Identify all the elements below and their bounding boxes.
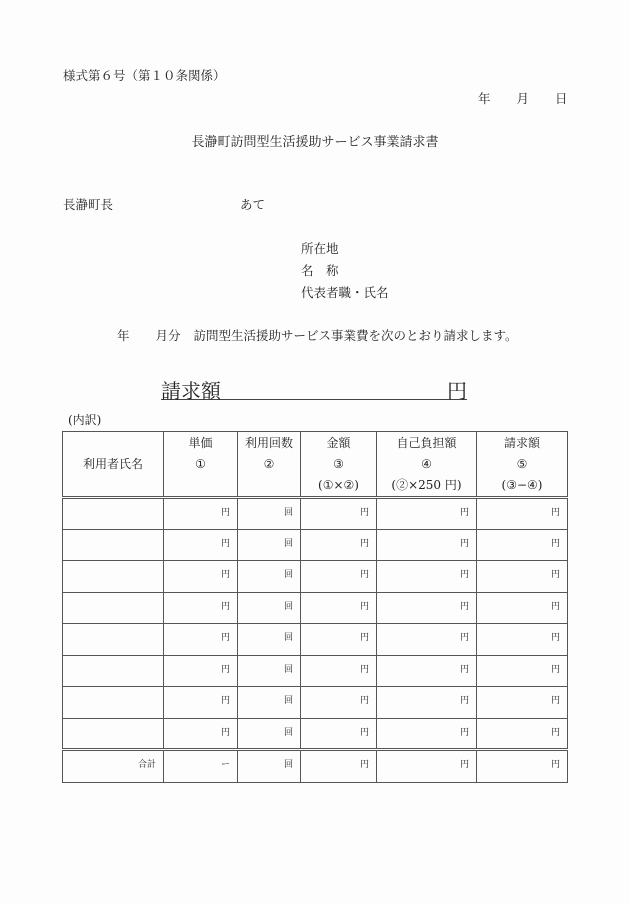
amount-cell[interactable] [477,687,568,719]
statement-month: 月分 [155,328,181,343]
amount-cell[interactable] [164,718,238,750]
unit-label: 回 [283,727,293,738]
amount-cell[interactable] [164,592,238,624]
unit-label: 円 [459,664,469,675]
user-name-cell[interactable] [63,561,164,593]
claim-label: 請求額 [161,379,221,403]
amount-cell[interactable] [238,498,301,530]
column-header-line: 自己負担額 [396,436,457,450]
amount-cell[interactable] [164,529,238,561]
unit-label: 回 [283,664,293,675]
date-year: 年 [478,91,491,106]
column-header-line: ⑤ [516,457,528,471]
date-month: 月 [516,91,530,106]
amount-cell[interactable] [164,561,238,593]
column-header-line: ① [195,457,206,471]
unit-label: 回 [283,570,293,580]
amount-cell[interactable] [477,561,568,593]
amount-cell[interactable] [377,718,477,750]
claim-amount-line [161,375,467,403]
applicant-block [301,238,389,304]
user-name-cell[interactable] [63,687,164,719]
unit-label: 円 [359,570,369,580]
unit-label: 円 [220,601,230,612]
user-name-cell[interactable] [63,624,164,656]
unit-label: 円 [359,508,369,518]
table-row [63,498,568,530]
unit-label: 円 [220,664,230,675]
column-header-line: (①×②) [318,478,359,492]
amount-cell[interactable] [477,592,568,624]
amount-cell[interactable] [301,561,377,593]
unit-label: 円 [459,633,469,643]
table-row [63,561,568,593]
amount-cell[interactable] [377,529,477,561]
unit-label: 円 [459,601,469,612]
amount-cell[interactable] [301,592,377,624]
total-unit-price-dash [164,750,238,783]
column-header-line: ③ [333,457,344,471]
unit-label: 円 [359,601,369,612]
column-header-line: (③−④) [501,478,543,492]
unit-label: 円 [550,633,560,643]
unit-label: 円 [220,570,230,580]
unit-label: 円 [459,538,469,549]
amount-cell[interactable] [477,624,568,656]
amount-cell[interactable] [377,687,477,719]
unit-label: 円 [459,727,469,738]
unit-label: 回 [283,633,293,643]
unit-label: 円 [359,538,369,549]
unit-label: 円 [359,664,369,675]
amount-cell[interactable] [301,718,377,750]
amount-cell[interactable] [477,498,568,530]
amount-cell[interactable] [377,655,477,687]
amount-cell[interactable] [377,624,477,656]
dash-mark: ー [220,760,230,770]
table-header-row [63,432,568,498]
column-header [377,432,477,498]
total-row [63,750,568,783]
column-header [63,432,164,498]
amount-cell[interactable] [301,655,377,687]
unit-label: 円 [359,696,369,706]
unit-label: 円 [550,538,560,549]
representative-label: 代表者職・氏名 [301,285,389,300]
amount-cell[interactable] [238,655,301,687]
unit-label: 回 [283,538,293,549]
statement-text: 訪問型生活援助サービス事業費を次のとおり請求します。 [193,328,518,343]
amount-cell[interactable] [164,687,238,719]
date-line [478,89,568,107]
unit-label: 円 [220,633,230,643]
name-label: 名 称 [301,263,339,278]
claim-statement [117,326,518,344]
column-header [301,432,377,498]
user-name-cell[interactable] [63,592,164,624]
column-header-line: ② [263,457,275,471]
amount-cell[interactable] [238,687,301,719]
column-header-line: 利用者氏名 [82,456,143,471]
unit-label: 円 [459,760,469,770]
amount-cell[interactable] [164,498,238,530]
amount-cell[interactable] [477,655,568,687]
user-name-cell[interactable] [63,498,164,530]
column-header-line: 請求額 [503,436,540,450]
unit-label: 回 [283,696,293,706]
total-amount-cell[interactable] [301,750,377,783]
unit-label: 円 [459,508,469,518]
unit-label: 円 [220,508,230,518]
amount-cell[interactable] [301,687,377,719]
form-number: 様式第６号（第１０条関係） [63,68,226,83]
column-header [164,432,238,498]
user-name-cell[interactable] [63,655,164,687]
addressee-name: 長瀞町長 [63,197,114,212]
total-label: 合計 [63,750,164,783]
unit-label: 円 [550,760,560,770]
amount-cell[interactable] [238,529,301,561]
unit-label: 円 [220,538,230,549]
column-header-line: 利用回数 [244,436,293,450]
column-header [477,432,568,498]
amount-cell[interactable] [164,655,238,687]
document-title: 長瀞町訪問型生活援助サービス事業請求書 [191,135,439,150]
unit-label: 円 [550,601,560,612]
column-header-line: ④ [421,457,432,471]
total-amount-cell[interactable] [477,750,568,783]
column-header-line: 金額 [326,436,351,450]
column-header-line: 単価 [188,436,213,450]
amount-cell[interactable] [377,561,477,593]
user-name-cell[interactable] [63,718,164,750]
total-amount-cell[interactable] [238,750,301,783]
unit-label: 円 [550,508,560,518]
unit-label: 円 [220,727,230,738]
amount-cell[interactable] [164,624,238,656]
table-row [63,592,568,624]
table-row [63,687,568,719]
unit-label: 円 [550,570,560,580]
amount-cell[interactable] [301,624,377,656]
breakdown-table [62,431,568,783]
table-row [63,718,568,750]
unit-label: 円 [359,727,369,738]
amount-cell[interactable] [301,529,377,561]
unit-label: 円 [550,664,560,675]
table-row [63,624,568,656]
unit-label: 円 [550,696,560,706]
table-row [63,529,568,561]
amount-cell[interactable] [377,592,477,624]
breakdown-label: (内訳) [68,413,102,427]
amount-cell[interactable] [238,624,301,656]
amount-cell[interactable] [238,561,301,593]
unit-label: 回 [283,601,293,612]
unit-label: 回 [283,760,293,770]
amount-cell[interactable] [477,718,568,750]
amount-cell[interactable] [477,529,568,561]
unit-label: 円 [550,727,560,738]
user-name-cell[interactable] [63,529,164,561]
unit-label: 円 [359,633,369,643]
amount-cell[interactable] [377,498,477,530]
unit-label: 円 [359,760,369,770]
column-header-line: (②×250 円) [391,478,462,492]
table-row [63,655,568,687]
unit-label: 円 [459,696,469,706]
statement-year: 年 [117,328,130,343]
column-header [238,432,301,498]
unit-label: 円 [220,696,230,706]
date-day: 日 [555,91,568,106]
amount-cell[interactable] [238,718,301,750]
addressee-suffix: あて [240,197,266,212]
claim-unit: 円 [447,379,467,403]
unit-label: 回 [283,508,293,518]
address-label: 所在地 [301,241,339,256]
unit-label: 円 [459,570,469,580]
total-amount-cell[interactable] [377,750,477,783]
amount-cell[interactable] [301,498,377,530]
amount-cell[interactable] [238,592,301,624]
